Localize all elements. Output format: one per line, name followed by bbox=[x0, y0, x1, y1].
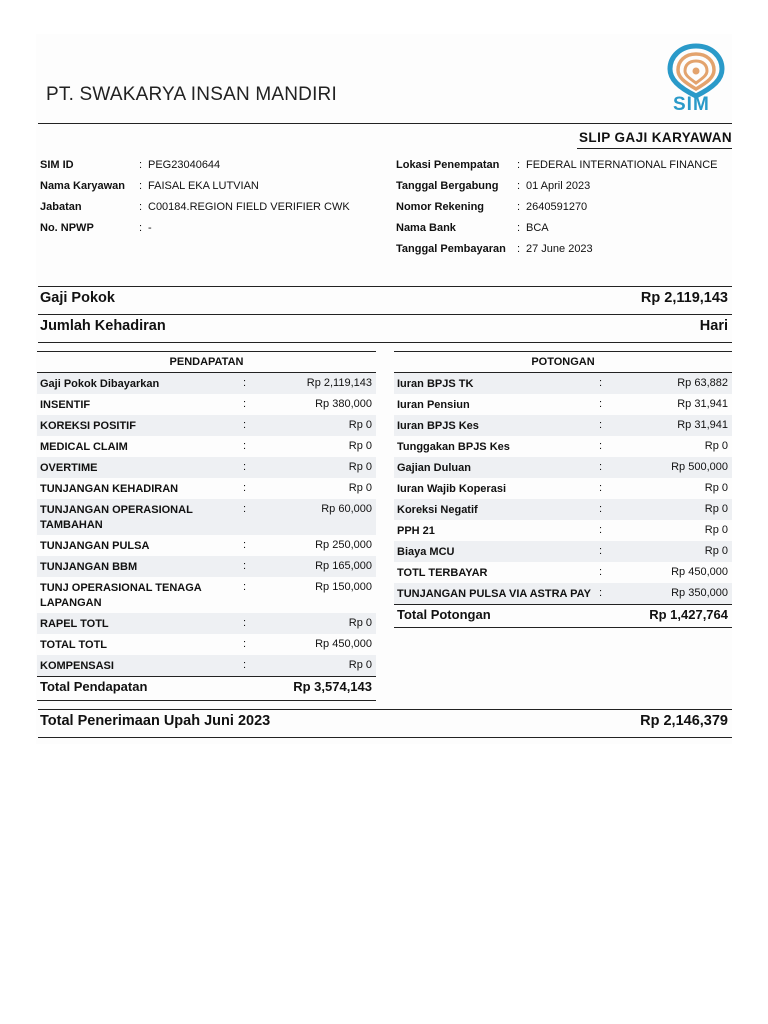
row-name: Gajian Duluan bbox=[397, 462, 471, 474]
info-colon: : bbox=[139, 180, 143, 192]
table-row bbox=[37, 415, 376, 436]
logo-text: SIM bbox=[673, 94, 710, 115]
row-colon: : bbox=[599, 377, 603, 389]
info-label: Lokasi Penempatan bbox=[396, 159, 500, 171]
row-name: PPH 21 bbox=[397, 525, 435, 537]
row-colon: : bbox=[243, 398, 247, 410]
info-value: FEDERAL INTERNATIONAL FINANCE bbox=[526, 159, 718, 171]
slip-title: SLIP GAJI KARYAWAN bbox=[579, 130, 732, 145]
row-name: KOMPENSASI bbox=[40, 660, 114, 672]
row-value: Rp 0 bbox=[704, 440, 728, 452]
row-name: Iuran Wajib Koperasi bbox=[397, 483, 507, 495]
row-name: TOTAL TOTL bbox=[40, 639, 108, 651]
row-colon: : bbox=[243, 581, 247, 593]
table-row bbox=[37, 556, 376, 577]
row-colon: : bbox=[599, 503, 603, 515]
table-row bbox=[394, 499, 732, 520]
table-row bbox=[394, 520, 732, 541]
row-value: Rp 60,000 bbox=[321, 503, 372, 515]
row-value: Rp 0 bbox=[704, 524, 728, 536]
info-label: SIM ID bbox=[40, 159, 74, 171]
pendapatan-header: PENDAPATAN bbox=[169, 356, 244, 368]
total-potongan-label: Total Potongan bbox=[397, 607, 491, 622]
table-row bbox=[37, 613, 376, 634]
row-name: TUNJ OPERASIONAL TENAGA LAPANGAN bbox=[40, 582, 202, 609]
table-row bbox=[37, 634, 376, 655]
grand-total-bottom-divider bbox=[38, 737, 732, 738]
table-row bbox=[37, 478, 376, 499]
info-colon: : bbox=[517, 222, 521, 234]
row-name: RAPEL TOTL bbox=[40, 618, 109, 630]
info-value: C00184.REGION FIELD VERIFIER CWK bbox=[148, 201, 350, 213]
info-label: Tanggal Bergabung bbox=[396, 180, 499, 192]
table-row bbox=[394, 562, 732, 583]
info-label: No. NPWP bbox=[40, 222, 94, 234]
employee-info-right bbox=[396, 159, 732, 269]
row-colon: : bbox=[243, 440, 247, 452]
table-row bbox=[37, 436, 376, 457]
info-colon: : bbox=[517, 201, 521, 213]
table-row bbox=[37, 655, 376, 676]
info-colon: : bbox=[517, 159, 521, 171]
info-label: Nama Bank bbox=[396, 222, 456, 234]
potongan-header: POTONGAN bbox=[531, 356, 595, 368]
table-row bbox=[37, 499, 376, 535]
payslip-page bbox=[36, 34, 732, 744]
table-row bbox=[37, 394, 376, 415]
info-label: Nomor Rekening bbox=[396, 201, 485, 213]
row-value: Rp 63,882 bbox=[677, 377, 728, 389]
row-colon: : bbox=[243, 617, 247, 629]
row-colon: : bbox=[243, 419, 247, 431]
table-row bbox=[37, 577, 376, 613]
info-value: 2640591270 bbox=[526, 201, 588, 213]
row-colon: : bbox=[243, 503, 247, 515]
row-value: Rp 250,000 bbox=[315, 539, 372, 551]
pendapatan-table bbox=[37, 351, 376, 703]
total-potongan-value: Rp 1,427,764 bbox=[649, 607, 728, 622]
row-name: Gaji Pokok Dibayarkan bbox=[40, 378, 160, 390]
grand-total-top-divider bbox=[38, 709, 732, 710]
row-name: MEDICAL CLAIM bbox=[40, 441, 128, 453]
row-name: Tunggakan BPJS Kes bbox=[397, 441, 510, 453]
info-value: 27 June 2023 bbox=[526, 243, 593, 255]
info-colon: : bbox=[517, 180, 521, 192]
company-name: PT. SWAKARYA INSAN MANDIRI bbox=[46, 84, 337, 105]
summary-mid-divider bbox=[38, 314, 732, 315]
row-colon: : bbox=[599, 440, 603, 452]
header-divider bbox=[38, 123, 732, 124]
info-colon: : bbox=[517, 243, 521, 255]
row-value: Rp 350,000 bbox=[671, 587, 728, 599]
row-colon: : bbox=[599, 587, 603, 599]
row-name: Iuran Pensiun bbox=[397, 399, 470, 411]
total-pendapatan-label: Total Pendapatan bbox=[40, 679, 148, 694]
table-row bbox=[394, 436, 732, 457]
table-row bbox=[394, 373, 732, 394]
table-row bbox=[37, 535, 376, 556]
table-row bbox=[37, 373, 376, 394]
row-value: Rp 31,941 bbox=[677, 398, 728, 410]
row-name: TUNJANGAN BBM bbox=[40, 561, 138, 573]
row-colon: : bbox=[599, 545, 603, 557]
grand-total-value: Rp 2,146,379 bbox=[640, 713, 728, 729]
info-colon: : bbox=[139, 201, 143, 213]
row-colon: : bbox=[243, 560, 247, 572]
info-value: PEG23040644 bbox=[148, 159, 221, 171]
gaji-pokok-value: Rp 2,119,143 bbox=[640, 290, 728, 306]
table-row bbox=[394, 394, 732, 415]
kehadiran-label: Jumlah Kehadiran bbox=[40, 318, 166, 334]
total-pendapatan-bottom-border bbox=[37, 700, 376, 701]
row-value: Rp 0 bbox=[348, 461, 372, 473]
row-colon: : bbox=[599, 566, 603, 578]
row-value: Rp 0 bbox=[704, 503, 728, 515]
row-value: Rp 0 bbox=[348, 419, 372, 431]
row-colon: : bbox=[243, 638, 247, 650]
slip-title-underline bbox=[577, 148, 732, 149]
row-value: Rp 0 bbox=[704, 545, 728, 557]
table-row bbox=[394, 457, 732, 478]
row-value: Rp 0 bbox=[704, 482, 728, 494]
row-name: TOTL TERBAYAR bbox=[397, 567, 488, 579]
row-value: Rp 31,941 bbox=[677, 419, 728, 431]
info-label: Jabatan bbox=[40, 201, 82, 213]
row-value: Rp 0 bbox=[348, 482, 372, 494]
row-colon: : bbox=[599, 398, 603, 410]
kehadiran-value: Hari bbox=[699, 318, 728, 334]
total-potongan-bottom-border bbox=[394, 627, 732, 628]
row-colon: : bbox=[243, 539, 247, 551]
row-value: Rp 2,119,143 bbox=[306, 377, 372, 389]
row-name: TUNJANGAN PULSA VIA ASTRA PAY bbox=[397, 588, 591, 600]
info-value: BCA bbox=[526, 222, 549, 234]
row-value: Rp 380,000 bbox=[315, 398, 372, 410]
row-name: TUNJANGAN OPERASIONAL TAMBAHAN bbox=[40, 504, 193, 531]
row-name: TUNJANGAN KEHADIRAN bbox=[40, 483, 179, 495]
info-value: FAISAL EKA LUTVIAN bbox=[148, 180, 259, 192]
row-value: Rp 0 bbox=[348, 617, 372, 629]
employee-info-left bbox=[40, 159, 390, 249]
table-row bbox=[37, 457, 376, 478]
info-colon: : bbox=[139, 222, 143, 234]
row-colon: : bbox=[243, 377, 247, 389]
info-value: 01 April 2023 bbox=[526, 180, 591, 192]
row-colon: : bbox=[243, 659, 247, 671]
row-name: TUNJANGAN PULSA bbox=[40, 540, 150, 552]
row-colon: : bbox=[243, 482, 247, 494]
total-potongan-top-border bbox=[394, 604, 732, 605]
row-name: Iuran BPJS Kes bbox=[397, 420, 479, 432]
row-name: INSENTIF bbox=[40, 399, 91, 411]
row-value: Rp 450,000 bbox=[671, 566, 728, 578]
row-name: Iuran BPJS TK bbox=[397, 378, 474, 390]
row-value: Rp 450,000 bbox=[315, 638, 372, 650]
summary-top-divider bbox=[38, 286, 732, 287]
table-row bbox=[394, 478, 732, 499]
info-colon: : bbox=[139, 159, 143, 171]
table-row bbox=[394, 541, 732, 562]
info-label: Nama Karyawan bbox=[40, 180, 125, 192]
row-colon: : bbox=[599, 524, 603, 536]
row-colon: : bbox=[599, 482, 603, 494]
row-value: Rp 165,000 bbox=[315, 560, 372, 572]
row-value: Rp 150,000 bbox=[315, 581, 372, 593]
table-row bbox=[394, 415, 732, 436]
total-pendapatan-value: Rp 3,574,143 bbox=[293, 679, 372, 694]
row-colon: : bbox=[599, 419, 603, 431]
grand-total-label: Total Penerimaan Upah Juni 2023 bbox=[40, 713, 271, 729]
total-pendapatan-top-border bbox=[37, 676, 376, 677]
row-colon: : bbox=[599, 461, 603, 473]
row-value: Rp 0 bbox=[348, 440, 372, 452]
gaji-pokok-label: Gaji Pokok bbox=[40, 290, 115, 306]
info-label: Tanggal Pembayaran bbox=[396, 243, 506, 255]
row-name: OVERTIME bbox=[40, 462, 98, 474]
row-value: Rp 500,000 bbox=[671, 461, 728, 473]
row-value: Rp 0 bbox=[348, 659, 372, 671]
row-name: Koreksi Negatif bbox=[397, 504, 478, 516]
row-name: KOREKSI POSITIF bbox=[40, 420, 136, 432]
table-row bbox=[394, 583, 732, 604]
summary-bottom-divider bbox=[38, 342, 732, 343]
row-colon: : bbox=[243, 461, 247, 473]
potongan-table bbox=[394, 351, 732, 631]
row-name: Biaya MCU bbox=[397, 546, 455, 558]
info-value: - bbox=[148, 222, 152, 234]
